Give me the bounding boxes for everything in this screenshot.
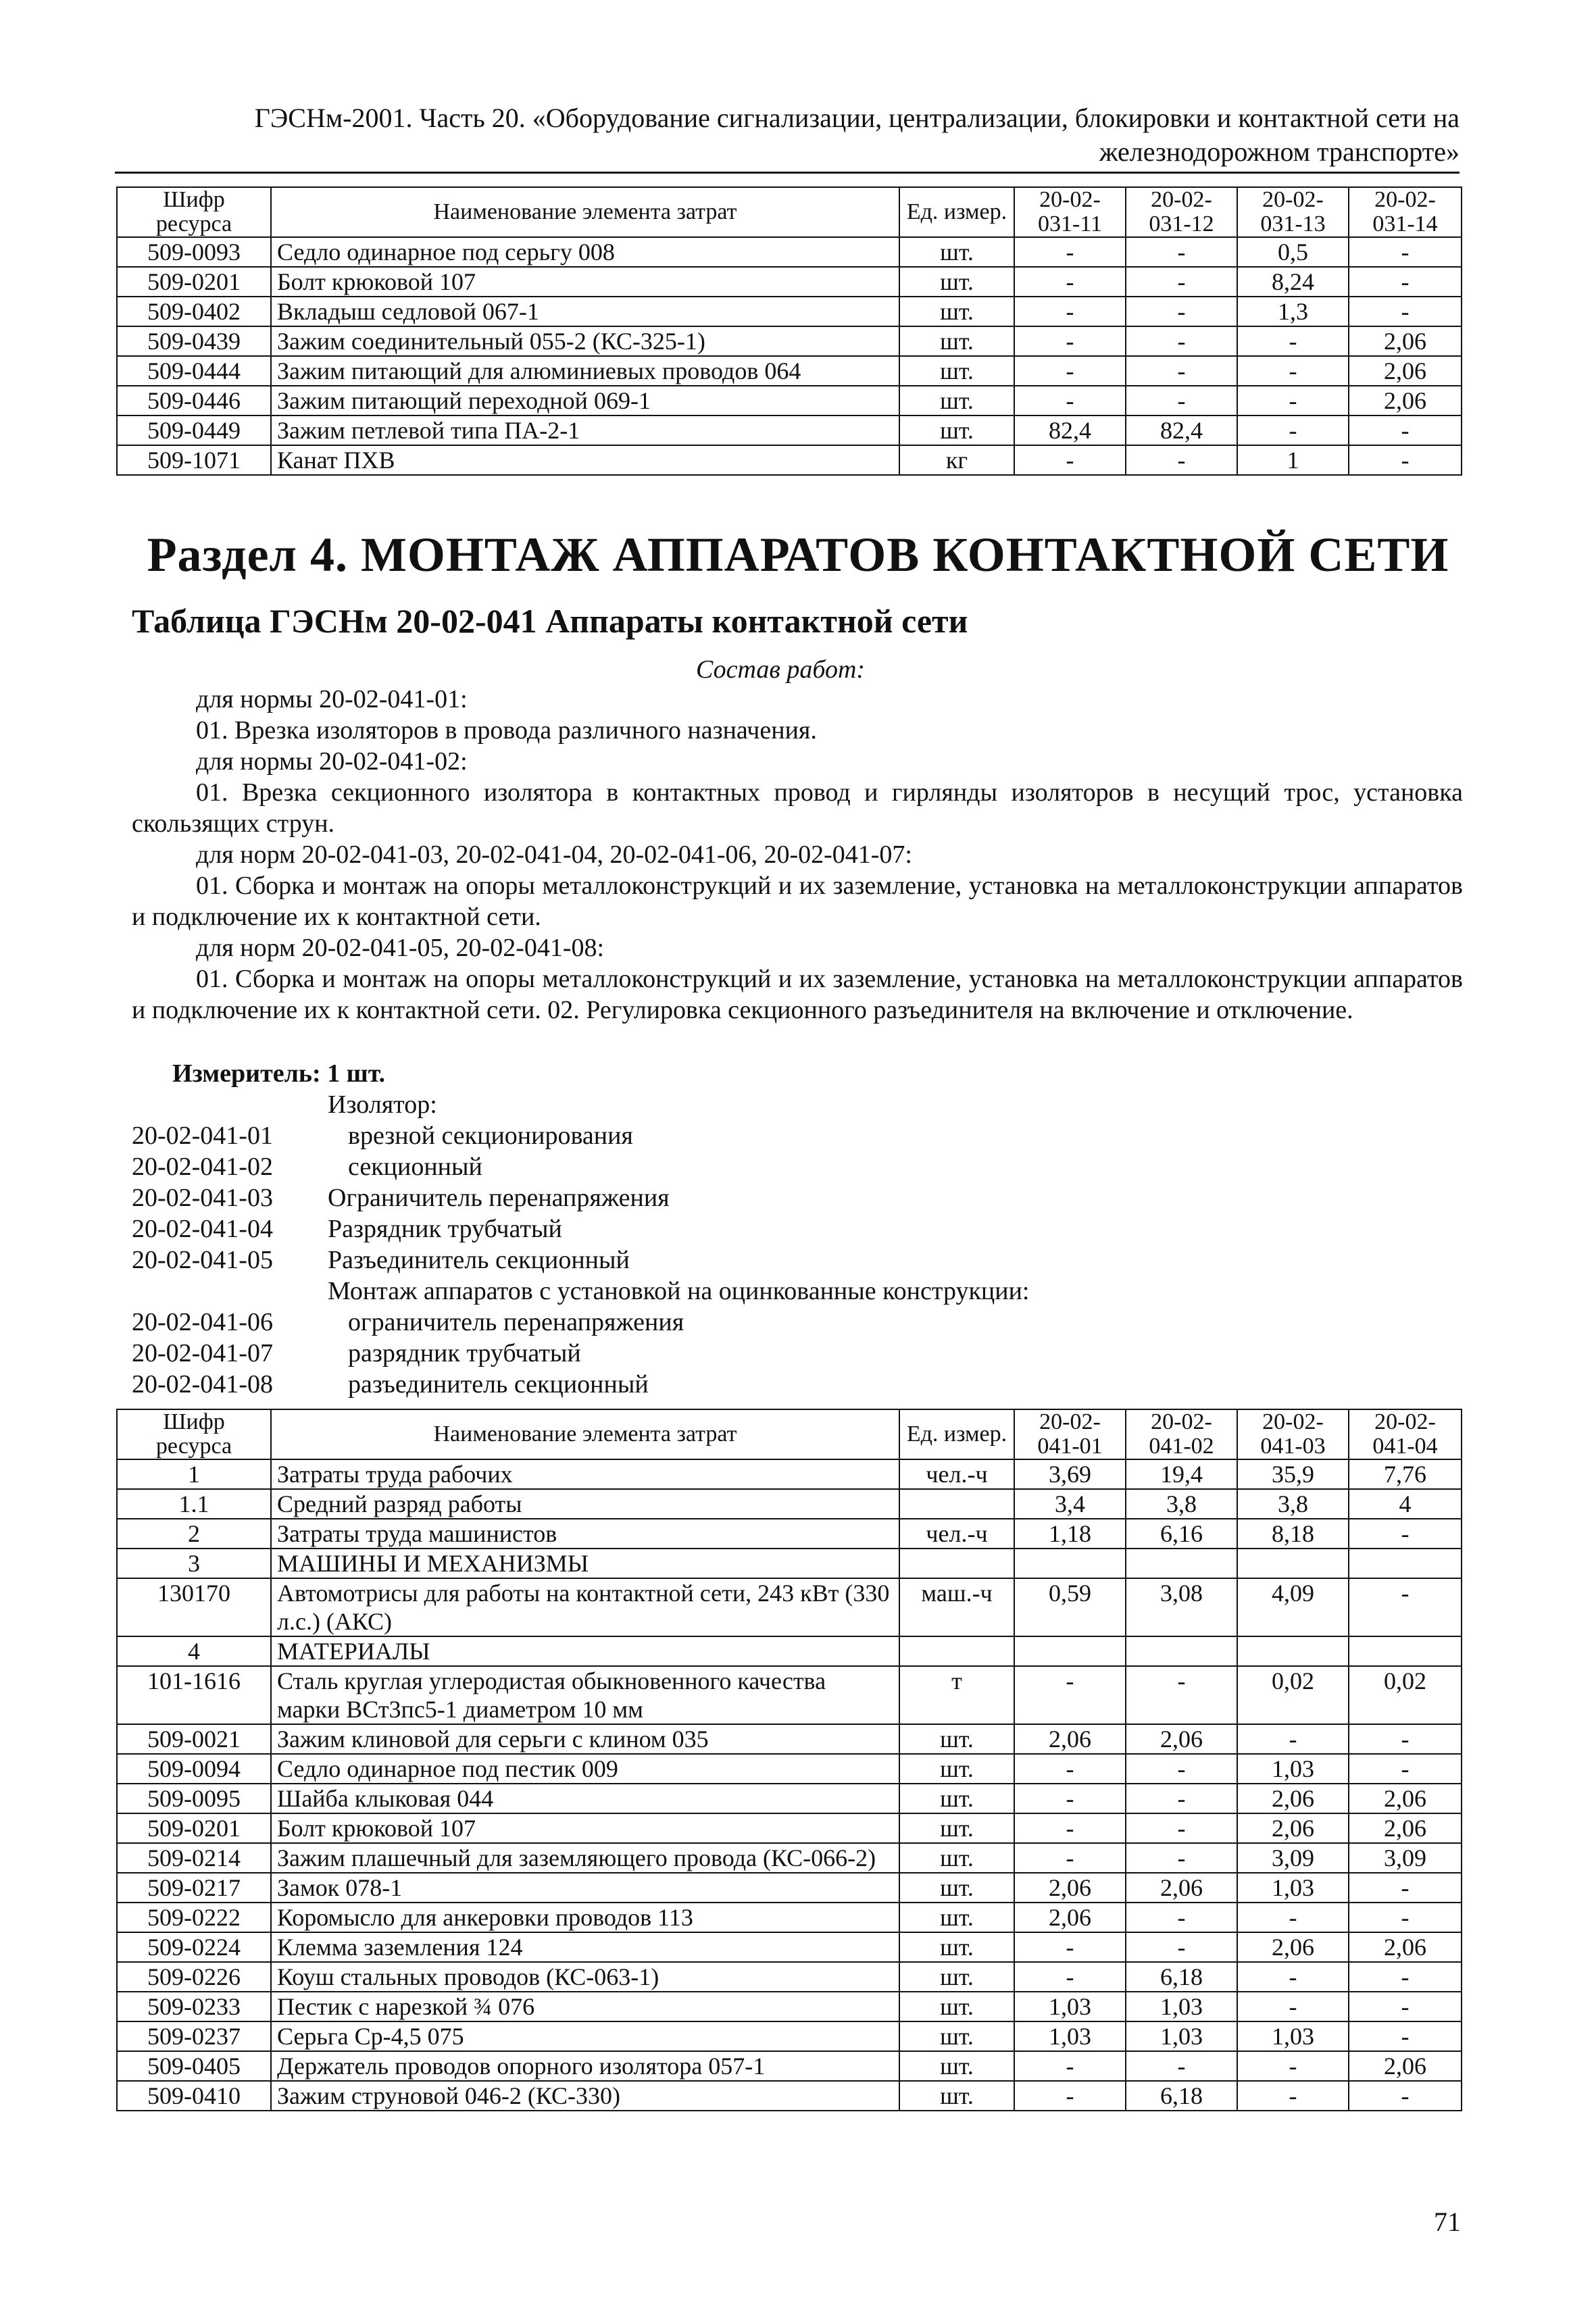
value-cell: - xyxy=(1237,1903,1349,1932)
norm-1-text: 01. Врезка изоляторов в провода различного назначения. xyxy=(196,716,817,745)
table-row xyxy=(117,326,1462,356)
resource-code-cell: 509-0410 xyxy=(117,2081,271,2111)
value-cell xyxy=(1014,1549,1126,1578)
table-header-row xyxy=(117,187,1462,237)
norm-4-text: 01. Сборка и монтаж на опоры металлоконструкций и их заземление, установка на металлоконструкции аппаратов и подключение их к контактной сети. 02. Регулировка секционного разъединителя на включение и отключение. xyxy=(132,965,1463,1024)
value-cell xyxy=(1349,1636,1462,1666)
resource-name-cell: Канат ПХВ xyxy=(271,445,899,475)
table-row xyxy=(117,2021,1462,2051)
resource-name-cell: Пестик с нарезкой ¾ 076 xyxy=(271,1992,899,2021)
norm-description: Монтаж аппаратов с установкой на оцинкованные конструкции: xyxy=(328,1277,1030,1305)
value-cell: 3,08 xyxy=(1126,1578,1237,1636)
value-cell xyxy=(1126,1636,1237,1666)
value-cell: - xyxy=(1349,1519,1462,1549)
unit-cell: шт. xyxy=(899,297,1014,326)
resource-name-cell: Замок 078-1 xyxy=(271,1873,899,1903)
value-cell: 1,03 xyxy=(1237,1873,1349,1903)
resource-name-cell: Держатель проводов опорного изолятора 057-1 xyxy=(271,2051,899,2081)
resource-code-cell: 509-0021 xyxy=(117,1724,271,1754)
table-row xyxy=(117,1843,1462,1873)
table-row xyxy=(117,1813,1462,1843)
norm-item xyxy=(132,1276,1416,1307)
unit-cell: чел.-ч xyxy=(899,1459,1014,1489)
value-cell: - xyxy=(1237,2081,1349,2111)
value-cell: - xyxy=(1349,267,1462,297)
value-cell: - xyxy=(1126,1754,1237,1784)
value-cell: 3,8 xyxy=(1237,1489,1349,1519)
value-cell: - xyxy=(1126,2051,1237,2081)
value-cell: - xyxy=(1237,326,1349,356)
resource-name-cell: Средний разряд работы xyxy=(271,1489,899,1519)
resource-name-cell: Серьга Ср-4,5 075 xyxy=(271,2021,899,2051)
value-cell: 2,06 xyxy=(1237,1932,1349,1962)
value-cell: - xyxy=(1126,267,1237,297)
unit-cell: шт. xyxy=(899,386,1014,416)
measure-unit: Измеритель: 1 шт. xyxy=(172,1059,386,1088)
value-cell: - xyxy=(1237,416,1349,445)
col-header-norm: 20-02-041-04 xyxy=(1349,1409,1462,1459)
norm-4-label: для норм 20-02-041-05, 20-02-041-08: xyxy=(196,934,605,962)
work-composition-label: Состав работ: xyxy=(696,655,866,684)
norm-code xyxy=(132,1276,328,1307)
resource-code-cell: 509-0224 xyxy=(117,1932,271,1962)
col-header-norm: 20-02-031-12 xyxy=(1126,187,1237,237)
unit-cell: шт. xyxy=(899,1754,1014,1784)
table-row xyxy=(117,1754,1462,1784)
unit-cell: шт. xyxy=(899,2081,1014,2111)
unit-cell: шт. xyxy=(899,1992,1014,2021)
value-cell: - xyxy=(1126,1784,1237,1813)
table-row xyxy=(117,2051,1462,2081)
value-cell: 6,18 xyxy=(1126,1962,1237,1992)
value-cell: - xyxy=(1014,445,1126,475)
col-header-norm: 20-02-041-02 xyxy=(1126,1409,1237,1459)
value-cell: 3,09 xyxy=(1237,1843,1349,1873)
table-row xyxy=(117,1549,1462,1578)
norm-item xyxy=(132,1089,1416,1120)
value-cell: - xyxy=(1126,297,1237,326)
value-cell xyxy=(1126,1549,1237,1578)
norm-item xyxy=(132,1369,1416,1400)
resource-name-cell: Зажим петлевой типа ПА-2-1 xyxy=(271,416,899,445)
table-header-row xyxy=(117,1409,1462,1459)
table-row xyxy=(117,1489,1462,1519)
table-title: Таблица ГЭСНм 20-02-041 Аппараты контактной сети xyxy=(132,602,968,640)
value-cell: 2,06 xyxy=(1126,1724,1237,1754)
resource-name-cell: Затраты труда машинистов xyxy=(271,1519,899,1549)
value-cell: - xyxy=(1126,1813,1237,1843)
value-cell: - xyxy=(1237,1992,1349,2021)
norm-1-label: для нормы 20-02-041-01: xyxy=(196,685,468,713)
norm-3-label: для норм 20-02-041-03, 20-02-041-04, 20-02-041-06, 20-02-041-07: xyxy=(196,840,912,869)
table-row xyxy=(117,1932,1462,1962)
value-cell: 3,09 xyxy=(1349,1843,1462,1873)
resource-code-cell: 509-0222 xyxy=(117,1903,271,1932)
value-cell: - xyxy=(1014,1962,1126,1992)
value-cell: - xyxy=(1126,1843,1237,1873)
table-row xyxy=(117,1903,1462,1932)
value-cell: 6,16 xyxy=(1126,1519,1237,1549)
value-cell: 3,69 xyxy=(1014,1459,1126,1489)
unit-cell: шт. xyxy=(899,1962,1014,1992)
resource-code-cell: 509-0095 xyxy=(117,1784,271,1813)
resource-name-cell: Седло одинарное под серьгу 008 xyxy=(271,237,899,267)
table-row xyxy=(117,416,1462,445)
norm-description: Ограничитель перенапряжения xyxy=(328,1184,670,1212)
unit-cell: шт. xyxy=(899,356,1014,386)
value-cell: - xyxy=(1349,237,1462,267)
unit-cell: шт. xyxy=(899,326,1014,356)
value-cell: - xyxy=(1014,1666,1126,1724)
norm-2-label: для нормы 20-02-041-02: xyxy=(196,747,468,776)
resource-name-cell: Зажим струновой 046-2 (КС-330) xyxy=(271,2081,899,2111)
value-cell: - xyxy=(1126,386,1237,416)
value-cell: 2,06 xyxy=(1349,386,1462,416)
page-header xyxy=(115,101,1460,174)
norm-code: 20-02-041-03 xyxy=(132,1184,273,1212)
value-cell: 8,24 xyxy=(1237,267,1349,297)
resource-code-cell: 509-1071 xyxy=(117,445,271,475)
value-cell: 2,06 xyxy=(1349,1813,1462,1843)
value-cell: - xyxy=(1126,1932,1237,1962)
table-row xyxy=(117,1873,1462,1903)
unit-cell xyxy=(899,1636,1014,1666)
unit-cell: шт. xyxy=(899,2021,1014,2051)
value-cell: - xyxy=(1349,1724,1462,1754)
value-cell: - xyxy=(1349,1578,1462,1636)
value-cell: - xyxy=(1014,1843,1126,1873)
norm-description: ограничитель перенапряжения xyxy=(348,1308,684,1336)
col-header-name: Наименование элемента затрат xyxy=(271,187,899,237)
resource-code-cell: 509-0439 xyxy=(117,326,271,356)
value-cell: - xyxy=(1014,2081,1126,2111)
resource-name-cell: Болт крюковой 107 xyxy=(271,1813,899,1843)
value-cell: - xyxy=(1349,297,1462,326)
value-cell: 1,03 xyxy=(1237,2021,1349,2051)
value-cell: 0,59 xyxy=(1014,1578,1126,1636)
value-cell: 82,4 xyxy=(1014,416,1126,445)
norm-item xyxy=(132,1244,1416,1276)
value-cell: - xyxy=(1126,1903,1237,1932)
table-row xyxy=(117,1578,1462,1636)
resource-code-cell: 1.1 xyxy=(117,1489,271,1519)
unit-cell: шт. xyxy=(899,1843,1014,1873)
value-cell: 1,03 xyxy=(1014,1992,1126,2021)
col-header-norm: 20-02-041-03 xyxy=(1237,1409,1349,1459)
unit-cell: шт. xyxy=(899,416,1014,445)
norm-description: разрядник трубчатый xyxy=(348,1339,581,1367)
value-cell: - xyxy=(1237,356,1349,386)
resource-code-cell: 509-0226 xyxy=(117,1962,271,1992)
resource-code-cell: 509-0093 xyxy=(117,237,271,267)
resource-code-cell: 101-1616 xyxy=(117,1666,271,1724)
value-cell: - xyxy=(1126,445,1237,475)
value-cell: 0,5 xyxy=(1237,237,1349,267)
value-cell: - xyxy=(1014,2051,1126,2081)
norm-item xyxy=(132,1120,1416,1151)
unit-cell: шт. xyxy=(899,2051,1014,2081)
resource-code-cell: 509-0405 xyxy=(117,2051,271,2081)
value-cell: - xyxy=(1237,2051,1349,2081)
value-cell: 0,02 xyxy=(1349,1666,1462,1724)
value-cell: 0,02 xyxy=(1237,1666,1349,1724)
value-cell: 2,06 xyxy=(1349,356,1462,386)
resource-code-cell: 509-0094 xyxy=(117,1754,271,1784)
value-cell: 6,18 xyxy=(1126,2081,1237,2111)
value-cell: 3,8 xyxy=(1126,1489,1237,1519)
resource-code-cell: 509-0201 xyxy=(117,1813,271,1843)
resource-name-cell: Клемма заземления 124 xyxy=(271,1932,899,1962)
norm-description: врезной секционирования xyxy=(348,1122,633,1150)
resource-name-cell: Коуш стальных проводов (КС-063-1) xyxy=(271,1962,899,1992)
page-number: 71 xyxy=(1434,2207,1461,2237)
table-row xyxy=(117,445,1462,475)
value-cell: - xyxy=(1014,1932,1126,1962)
value-cell: 8,18 xyxy=(1237,1519,1349,1549)
value-cell: 1,03 xyxy=(1014,2021,1126,2051)
resource-name-cell: МАШИНЫ И МЕХАНИЗМЫ xyxy=(271,1549,899,1578)
col-header-code: Шифр ресурса xyxy=(117,187,271,237)
table-row xyxy=(117,2081,1462,2111)
resource-code-cell: 130170 xyxy=(117,1578,271,1636)
value-cell: 2,06 xyxy=(1237,1784,1349,1813)
value-cell: 2,06 xyxy=(1349,1784,1462,1813)
unit-cell: чел.-ч xyxy=(899,1519,1014,1549)
resource-code-cell: 509-0214 xyxy=(117,1843,271,1873)
norm-description: секционный xyxy=(348,1153,482,1181)
value-cell: - xyxy=(1349,1873,1462,1903)
value-cell: 1,03 xyxy=(1126,2021,1237,2051)
norm-code: 20-02-041-08 xyxy=(132,1370,273,1399)
resource-code-cell: 509-0237 xyxy=(117,2021,271,2051)
value-cell: 2,06 xyxy=(1349,326,1462,356)
table-row xyxy=(117,267,1462,297)
value-cell: - xyxy=(1014,267,1126,297)
table-row xyxy=(117,1666,1462,1724)
resource-table-041 xyxy=(116,1409,1462,2111)
col-header-norm: 20-02-041-01 xyxy=(1014,1409,1126,1459)
resource-name-cell: Зажим питающий переходной 069-1 xyxy=(271,386,899,416)
col-header-code: Шифр ресурса xyxy=(117,1409,271,1459)
value-cell: - xyxy=(1349,2081,1462,2111)
norm-code: 20-02-041-01 xyxy=(132,1122,273,1150)
resource-table-031 xyxy=(116,186,1462,476)
table-row xyxy=(117,356,1462,386)
value-cell: - xyxy=(1014,237,1126,267)
norm-code: 20-02-041-02 xyxy=(132,1153,273,1181)
unit-cell: шт. xyxy=(899,1813,1014,1843)
value-cell: - xyxy=(1014,1754,1126,1784)
resource-code-cell: 3 xyxy=(117,1549,271,1578)
table-row xyxy=(117,1519,1462,1549)
resource-name-cell: Зажим питающий для алюминиевых проводов 064 xyxy=(271,356,899,386)
value-cell: - xyxy=(1014,1813,1126,1843)
norm-code xyxy=(132,1089,328,1120)
value-cell: 7,76 xyxy=(1349,1459,1462,1489)
value-cell: - xyxy=(1349,2021,1462,2051)
col-header-unit: Ед. измер. xyxy=(899,1409,1014,1459)
resource-code-cell: 509-0233 xyxy=(117,1992,271,2021)
norm-item xyxy=(132,1182,1416,1213)
col-header-norm: 20-02-031-13 xyxy=(1237,187,1349,237)
unit-cell: шт. xyxy=(899,1932,1014,1962)
resource-name-cell: Зажим клиновой для серьги с клином 035 xyxy=(271,1724,899,1754)
unit-cell: т xyxy=(899,1666,1014,1724)
norm-item xyxy=(132,1151,1416,1182)
value-cell xyxy=(1014,1636,1126,1666)
header-line-2: железнодорожном транспорте» xyxy=(1099,136,1460,167)
value-cell: - xyxy=(1126,356,1237,386)
resource-name-cell: Сталь круглая углеродистая обыкновенного качества марки ВСт3пс5-1 диаметром 10 мм xyxy=(271,1666,899,1724)
value-cell: - xyxy=(1349,1754,1462,1784)
table-row xyxy=(117,1636,1462,1666)
norm-item xyxy=(132,1338,1416,1369)
unit-cell: шт. xyxy=(899,1784,1014,1813)
norm-item xyxy=(132,1307,1416,1338)
resource-code-cell: 509-0449 xyxy=(117,416,271,445)
norm-list xyxy=(132,1089,1416,1400)
value-cell: - xyxy=(1014,356,1126,386)
resource-name-cell: Затраты труда рабочих xyxy=(271,1459,899,1489)
resource-code-cell: 509-0201 xyxy=(117,267,271,297)
resource-name-cell: Автомотрисы для работы на контактной сети, 243 кВт (330 л.с.) (АКС) xyxy=(271,1578,899,1636)
value-cell: 1,3 xyxy=(1237,297,1349,326)
value-cell: - xyxy=(1237,386,1349,416)
norm-description: Разъединитель секционный xyxy=(328,1246,630,1274)
value-cell: 1 xyxy=(1237,445,1349,475)
table-row xyxy=(117,297,1462,326)
value-cell: 1,03 xyxy=(1237,1754,1349,1784)
value-cell: - xyxy=(1349,1962,1462,1992)
value-cell: 19,4 xyxy=(1126,1459,1237,1489)
resource-name-cell: Зажим соединительный 055-2 (КС-325-1) xyxy=(271,326,899,356)
unit-cell: шт. xyxy=(899,1873,1014,1903)
norm-3-text: 01. Сборка и монтаж на опоры металлоконструкций и их заземление, установка на металлоконструкции аппаратов и подключение их к контактной сети. xyxy=(132,872,1463,931)
value-cell: 2,06 xyxy=(1349,2051,1462,2081)
value-cell: 1,03 xyxy=(1126,1992,1237,2021)
value-cell: - xyxy=(1349,1992,1462,2021)
norm-code: 20-02-041-05 xyxy=(132,1246,273,1274)
col-header-name: Наименование элемента затрат xyxy=(271,1409,899,1459)
value-cell: - xyxy=(1349,1903,1462,1932)
norm-code: 20-02-041-06 xyxy=(132,1308,273,1336)
resource-code-cell: 509-0217 xyxy=(117,1873,271,1903)
resource-name-cell: МАТЕРИАЛЫ xyxy=(271,1636,899,1666)
value-cell: - xyxy=(1014,386,1126,416)
resource-code-cell: 509-0444 xyxy=(117,356,271,386)
norm-code: 20-02-041-04 xyxy=(132,1215,273,1243)
value-cell: - xyxy=(1237,1724,1349,1754)
value-cell: 35,9 xyxy=(1237,1459,1349,1489)
value-cell: - xyxy=(1126,1666,1237,1724)
resource-code-cell: 1 xyxy=(117,1459,271,1489)
resource-code-cell: 4 xyxy=(117,1636,271,1666)
value-cell: - xyxy=(1126,237,1237,267)
unit-cell: маш.-ч xyxy=(899,1578,1014,1636)
table-row xyxy=(117,237,1462,267)
value-cell xyxy=(1349,1549,1462,1578)
value-cell: 2,06 xyxy=(1014,1873,1126,1903)
unit-cell: шт. xyxy=(899,237,1014,267)
unit-cell: шт. xyxy=(899,1903,1014,1932)
section-title: Раздел 4. МОНТАЖ АППАРАТОВ КОНТАКТНОЙ СЕТИ xyxy=(147,528,1449,582)
resource-code-cell: 509-0446 xyxy=(117,386,271,416)
value-cell: 82,4 xyxy=(1126,416,1237,445)
value-cell: 2,06 xyxy=(1349,1932,1462,1962)
norm-description: Изолятор: xyxy=(328,1090,437,1119)
value-cell: 1,18 xyxy=(1014,1519,1126,1549)
col-header-unit: Ед. измер. xyxy=(899,187,1014,237)
value-cell xyxy=(1237,1636,1349,1666)
value-cell xyxy=(1237,1549,1349,1578)
table-row xyxy=(117,1962,1462,1992)
resource-name-cell: Шайба клыковая 044 xyxy=(271,1784,899,1813)
value-cell: 2,06 xyxy=(1126,1873,1237,1903)
unit-cell: кг xyxy=(899,445,1014,475)
unit-cell xyxy=(899,1489,1014,1519)
resource-code-cell: 2 xyxy=(117,1519,271,1549)
col-header-norm: 20-02-031-11 xyxy=(1014,187,1126,237)
value-cell: 4,09 xyxy=(1237,1578,1349,1636)
value-cell: - xyxy=(1014,326,1126,356)
table-row xyxy=(117,1459,1462,1489)
value-cell: - xyxy=(1014,1784,1126,1813)
value-cell: 2,06 xyxy=(1014,1724,1126,1754)
norm-description: Разрядник трубчатый xyxy=(328,1215,562,1243)
value-cell: - xyxy=(1237,1962,1349,1992)
value-cell: 2,06 xyxy=(1014,1903,1126,1932)
norm-description: разъединитель секционный xyxy=(348,1370,649,1399)
value-cell: - xyxy=(1126,326,1237,356)
col-header-norm: 20-02-031-14 xyxy=(1349,187,1462,237)
unit-cell: шт. xyxy=(899,267,1014,297)
value-cell: 4 xyxy=(1349,1489,1462,1519)
unit-cell: шт. xyxy=(899,1724,1014,1754)
value-cell: - xyxy=(1014,297,1126,326)
header-line-1: ГЭСНм-2001. Часть 20. «Оборудование сигнализации, централизации, блокировки и контактной сети на xyxy=(254,103,1460,133)
table-row xyxy=(117,1784,1462,1813)
table-row xyxy=(117,1724,1462,1754)
resource-name-cell: Коромысло для анкеровки проводов 113 xyxy=(271,1903,899,1932)
value-cell: 3,4 xyxy=(1014,1489,1126,1519)
norm-item xyxy=(132,1213,1416,1244)
norm-2-text: 01. Врезка секционного изолятора в контактных провод и гирлянды изоляторов в несущий трос, установка скользящих струн. xyxy=(132,778,1463,838)
table-row xyxy=(117,1992,1462,2021)
resource-name-cell: Зажим плашечный для заземляющего провода (КС-066-2) xyxy=(271,1843,899,1873)
resource-name-cell: Седло одинарное под пестик 009 xyxy=(271,1754,899,1784)
resource-code-cell: 509-0402 xyxy=(117,297,271,326)
table-row xyxy=(117,386,1462,416)
value-cell: - xyxy=(1349,416,1462,445)
value-cell: - xyxy=(1349,445,1462,475)
resource-name-cell: Вкладыш седловой 067-1 xyxy=(271,297,899,326)
unit-cell xyxy=(899,1549,1014,1578)
value-cell: 2,06 xyxy=(1237,1813,1349,1843)
resource-name-cell: Болт крюковой 107 xyxy=(271,267,899,297)
norm-code: 20-02-041-07 xyxy=(132,1339,273,1367)
